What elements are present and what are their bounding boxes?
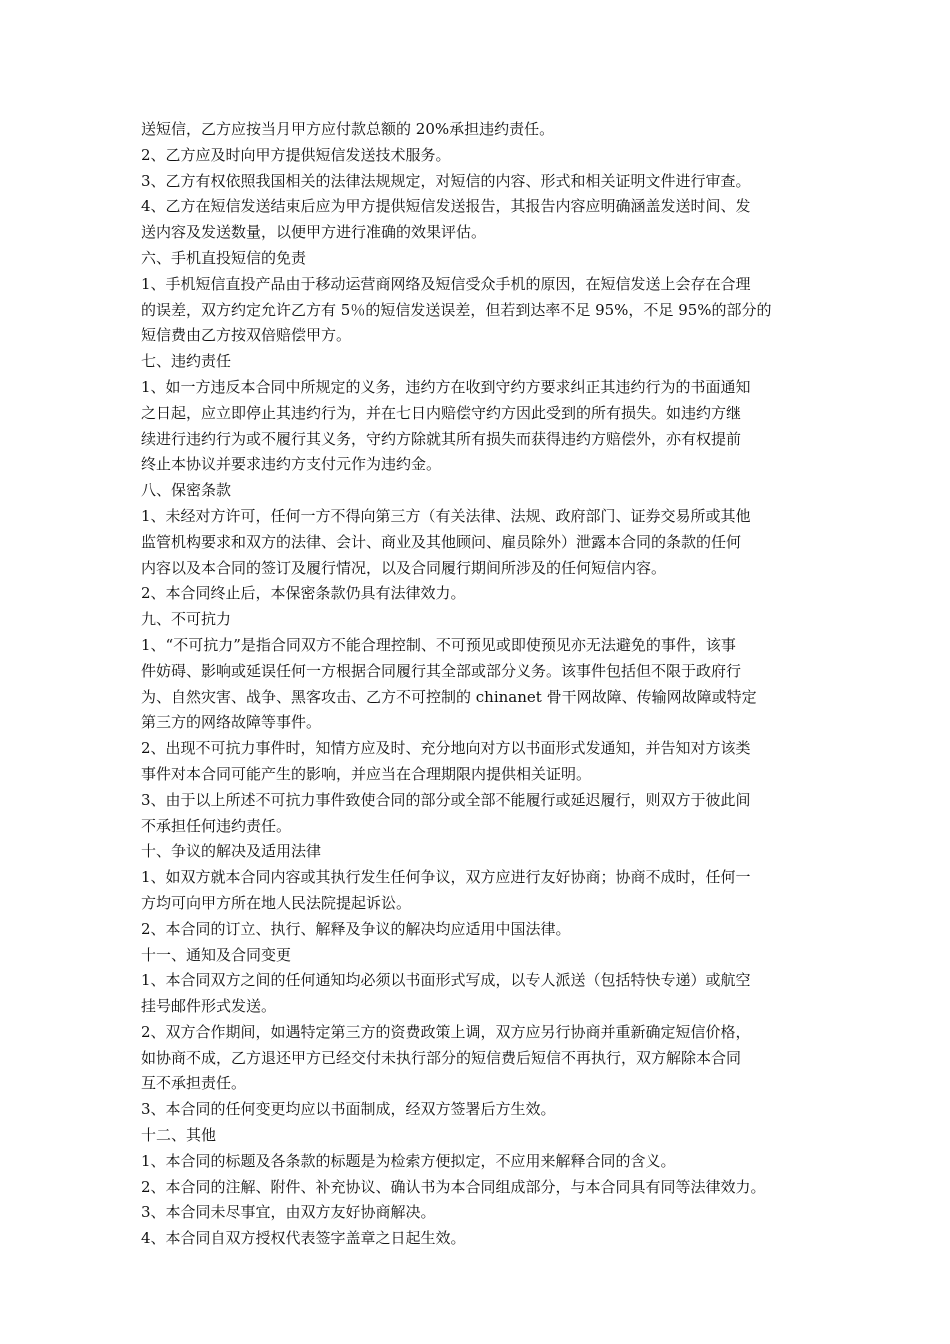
text-line: 4、乙方在短信发送结束后应为甲方提供短信发送报告，其报告内容应明确涵盖发送时间、发 bbox=[141, 197, 751, 216]
text-line: 1、未经对方许可，任何一方不得向第三方（有关法律、法规、政府部门、证券交易所或其他 bbox=[141, 506, 751, 525]
text-line: 互不承担责任。 bbox=[141, 1074, 247, 1093]
text-line: 3、本合同未尽事宜，由双方友好协商解决。 bbox=[141, 1203, 436, 1222]
text-line: 1、如双方就本合同内容或其执行发生任何争议，双方应进行友好协商；协商不成时，任何一 bbox=[141, 868, 751, 887]
text-line: 方均可向甲方所在地人民法院提起诉讼。 bbox=[141, 893, 412, 912]
section-heading: 八、保密条款 bbox=[141, 481, 232, 500]
text-line: 送内容及发送数量，以便甲方进行准确的效果评估。 bbox=[141, 223, 487, 242]
text-line: 事件对本合同可能产生的影响，并应当在合理期限内提供相关证明。 bbox=[141, 764, 592, 783]
text-line: 3、乙方有权依照我国相关的法律法规规定，对短信的内容、形式和相关证明文件进行审查。 bbox=[141, 171, 751, 190]
text-line: 1、“不可抗力”是指合同双方不能合理控制、不可预见或即使预见亦无法避免的事件，该事 bbox=[141, 635, 736, 654]
section-heading: 十、争议的解决及适用法律 bbox=[141, 842, 322, 861]
section-heading: 十二、其他 bbox=[141, 1126, 217, 1145]
text-line: 监管机构要求和双方的法律、会计、商业及其他顾问、雇员除外）泄露本合同的条款的任何 bbox=[141, 532, 742, 551]
text-line: 为、自然灾害、战争、黑客攻击、乙方不可控制的 chinanet 骨干网故障、传输网故障或特定 bbox=[141, 687, 757, 706]
text-line: 3、由于以上所述不可抗力事件致使合同的部分或全部不能履行或延迟履行，则双方于彼此间 bbox=[141, 790, 751, 809]
text-line: 1、如一方违反本合同中所规定的义务，违约方在收到守约方要求纠正其违约行为的书面通知 bbox=[141, 377, 751, 396]
text-line: 第三方的网络故障等事件。 bbox=[141, 713, 322, 732]
text-line: 2、本合同终止后，本保密条款仍具有法律效力。 bbox=[141, 584, 466, 603]
text-line: 件妨碍、影响或延误任何一方根据合同履行其全部或部分义务。该事件包括但不限于政府行 bbox=[141, 661, 742, 680]
text-line: 2、本合同的注解、附件、补充协议、确认书为本合同组成部分，与本合同具有同等法律效力。 bbox=[141, 1177, 766, 1196]
text-line: 挂号邮件形式发送。 bbox=[141, 997, 277, 1016]
text-line: 2、双方合作期间，如遇特定第三方的资费政策上调，双方应另行协商并重新确定短信价格， bbox=[141, 1022, 751, 1041]
text-line: 续进行违约行为或不履行其义务，守约方除就其所有损失而获得违约方赔偿外，亦有权提前 bbox=[141, 429, 742, 448]
section-heading: 六、手机直投短信的免责 bbox=[141, 248, 307, 267]
text-line: 2、出现不可抗力事件时，知情方应及时、充分地向对方以书面形式发通知，并告知对方该类 bbox=[141, 739, 751, 758]
text-line: 1、本合同双方之间的任何通知均必须以书面形式写成，以专人派送（包括特快专递）或航空 bbox=[141, 971, 751, 990]
text-line: 终止本协议并要求违约方支付元作为违约金。 bbox=[141, 455, 442, 474]
text-line: 2、乙方应及时向甲方提供短信发送技术服务。 bbox=[141, 145, 451, 164]
text-line: 3、本合同的任何变更均应以书面制成，经双方签署后方生效。 bbox=[141, 1100, 556, 1119]
text-line: 之日起，应立即停止其违约行为，并在七日内赔偿守约方因此受到的所有损失。如违约方继 bbox=[141, 403, 742, 422]
text-line: 短信费由乙方按双倍赔偿甲方。 bbox=[141, 326, 352, 345]
text-line: 的误差，双方约定允许乙方有 5％的短信发送误差，但若到达率不足 95%，不足 95%的部分的 bbox=[141, 300, 772, 319]
section-heading: 九、不可抗力 bbox=[141, 610, 232, 629]
text-line: 4、本合同自双方授权代表签字盖章之日起生效。 bbox=[141, 1229, 466, 1248]
text-line: 1、本合同的标题及各条款的标题是为检索方便拟定，不应用来解释合同的含义。 bbox=[141, 1151, 676, 1170]
text-line: 送短信，乙方应按当月甲方应付款总额的 20%承担违约责任。 bbox=[141, 120, 555, 138]
document-page bbox=[141, 117, 813, 1252]
section-heading: 七、违约责任 bbox=[141, 352, 232, 371]
text-line: 如协商不成，乙方退还甲方已经交付未执行部分的短信费后短信不再执行，双方解除本合同 bbox=[141, 1048, 742, 1067]
text-line: 内容以及本合同的签订及履行情况，以及合同履行期间所涉及的任何短信内容。 bbox=[141, 558, 667, 577]
text-line: 2、本合同的订立、执行、解释及争议的解决均应适用中国法律。 bbox=[141, 919, 571, 938]
text-line: 不承担任何违约责任。 bbox=[141, 816, 292, 835]
text-line: 1、手机短信直投产品由于移动运营商网络及短信受众手机的原因，在短信发送上会存在合理 bbox=[141, 274, 751, 293]
section-heading: 十一、通知及合同变更 bbox=[141, 945, 292, 964]
